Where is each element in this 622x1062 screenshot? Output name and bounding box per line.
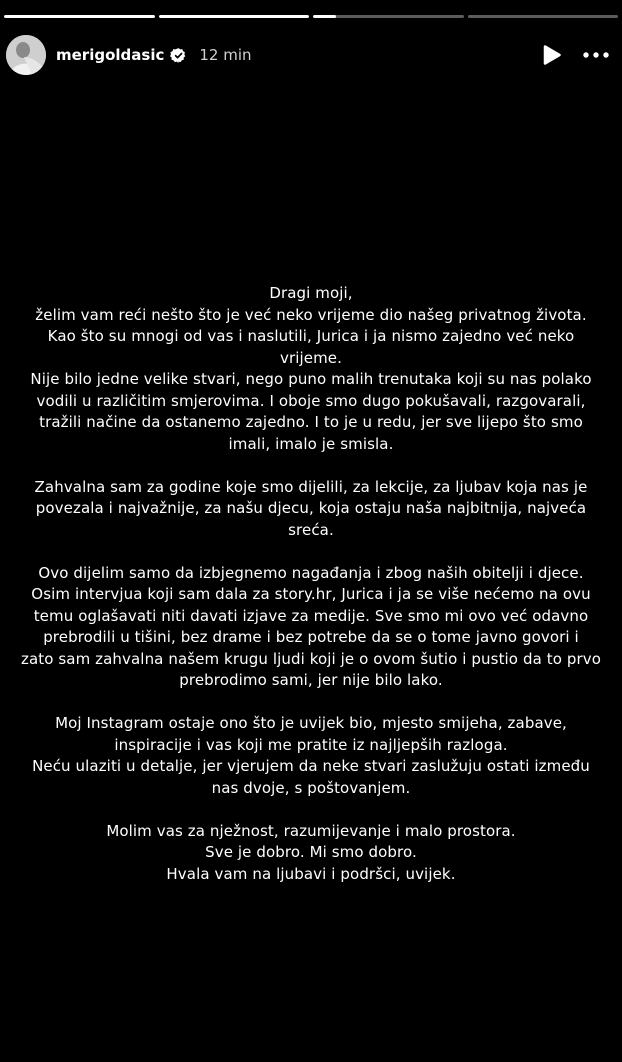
message-line: Dragi moji, xyxy=(269,284,353,302)
avatar-icon xyxy=(6,35,46,75)
message-line: tražili načine da ostanemo zajedno. I to je u redu, jer sve lijepo što smo xyxy=(39,413,583,431)
progress-segment[interactable] xyxy=(4,15,155,18)
message-line: prebrodili u tišini, bez drame i bez potrebe da se o tome javno govori i xyxy=(43,628,579,646)
story-message xyxy=(8,283,614,907)
post-time: 12 min xyxy=(199,46,252,64)
message-line: Osim intervjua koji sam dala za story.hr, Jurica i ja se više nećemo na ovu xyxy=(31,585,591,603)
message-paragraph xyxy=(8,283,614,455)
message-line: Sve je dobro. Mi smo dobro. xyxy=(205,843,417,861)
more-horizontal-icon xyxy=(583,52,609,58)
more-options-button[interactable] xyxy=(582,43,610,67)
message-paragraph xyxy=(8,563,614,692)
message-paragraph xyxy=(8,821,614,886)
message-line: želim vam reći nešto što je već neko vrijeme dio našeg privatnog života. xyxy=(35,305,587,324)
progress-fill xyxy=(313,15,336,18)
verified-badge-icon xyxy=(170,47,187,64)
message-line: sreća. xyxy=(288,520,334,539)
story-progress-bar xyxy=(4,15,618,18)
message-line: Zahvalna sam za godine koje smo dijelili, za lekcije, za ljubav koja nas je xyxy=(34,477,588,496)
avatar[interactable] xyxy=(6,35,46,75)
message-line: povezala i najvažnije, za našu djecu, koja ostaju naša najbitnija, najveća xyxy=(35,499,587,517)
message-line: nas dvoje, s poštovanjem. xyxy=(211,778,411,797)
play-button[interactable] xyxy=(540,43,564,67)
message-line: Moj Instagram ostaje ono što je uvijek bio, mjesto smijeha, zabave, xyxy=(55,714,567,732)
message-line: imali, imalo je smisla. xyxy=(228,434,394,453)
progress-fill xyxy=(4,15,155,18)
message-line: prebrodimo sami, jer nije bilo lako. xyxy=(179,671,443,689)
progress-fill xyxy=(159,15,310,18)
message-line: vodili u različitim smjerovima. I oboje smo dugo pokušavali, razgovarali, xyxy=(36,391,586,410)
play-icon xyxy=(542,44,562,66)
message-line: Molim vas za nježnost, razumijevanje i malo prostora. xyxy=(106,821,516,840)
message-line: inspiracije i vas koji me pratite iz najljepših razloga. xyxy=(114,735,508,754)
message-line: Neću ulaziti u detalje, jer vjerujem da neke stvari zaslužuju ostati između xyxy=(32,757,590,775)
message-line: Hvala vam na ljubavi i podršci, uvijek. xyxy=(166,864,456,883)
username[interactable]: merigoldasic xyxy=(56,46,165,64)
message-paragraph xyxy=(8,713,614,799)
message-paragraph xyxy=(8,477,614,542)
progress-segment[interactable] xyxy=(159,15,310,18)
message-line: vrijeme. xyxy=(279,348,343,367)
progress-segment[interactable] xyxy=(468,15,619,18)
message-line: Ovo dijelim samo da izbjegnemo nagađanja i zbog naših obitelji i djece. xyxy=(38,563,584,582)
progress-segment[interactable] xyxy=(313,15,464,18)
story-header xyxy=(6,34,610,76)
message-line: Nije bilo jedne velike stvari, nego puno malih trenutaka koji su nas polako xyxy=(30,370,592,388)
message-line: Kao što su mnogi od vas i naslutili, Jurica i ja nismo zajedno već neko xyxy=(47,327,575,345)
message-line: temu oglašavati niti davati izjave za medije. Sve smo mi ovo već odavno xyxy=(33,606,589,625)
message-line: zato sam zahvalna našem krugu ljudi koji je o ovom šutio i pustio da to prvo xyxy=(20,649,602,668)
